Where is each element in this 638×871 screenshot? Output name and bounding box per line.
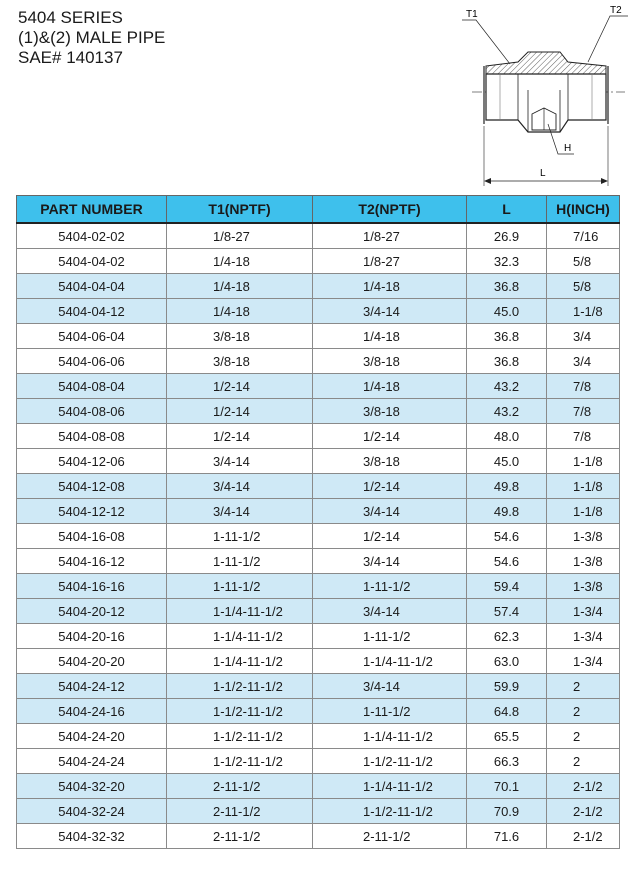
t1-cell: 1-1/4-11-1/2 [167,599,313,624]
h-cell: 1-1/8 [547,499,620,524]
t1-cell: 3/4-14 [167,499,313,524]
part-number-cell: 5404-06-04 [17,324,167,349]
part-number-cell: 5404-16-08 [17,524,167,549]
t2-cell: 1-11-1/2 [313,624,467,649]
table-row [17,674,620,699]
l-cell: 36.8 [467,274,547,299]
h-cell: 2 [547,724,620,749]
table-row [17,549,620,574]
t1-cell: 1-1/2-11-1/2 [167,724,313,749]
t1-cell: 1/2-14 [167,399,313,424]
h-cell: 2 [547,674,620,699]
part-number-cell: 5404-12-08 [17,474,167,499]
t2-cell: 1/4-18 [313,374,467,399]
h-cell: 7/8 [547,399,620,424]
h-cell: 1-3/4 [547,649,620,674]
t2-cell: 1-1/2-11-1/2 [313,799,467,824]
part-number-cell: 5404-08-06 [17,399,167,424]
t1-cell: 1/4-18 [167,249,313,274]
t1-cell: 3/4-14 [167,474,313,499]
l-cell: 45.0 [467,449,547,474]
t2-cell: 1-1/4-11-1/2 [313,724,467,749]
t1-cell: 1-1/2-11-1/2 [167,749,313,774]
l-cell: 45.0 [467,299,547,324]
h-cell: 7/16 [547,223,620,249]
l-cell: 54.6 [467,549,547,574]
l-cell: 26.9 [467,223,547,249]
l-cell: 48.0 [467,424,547,449]
h-cell: 2 [547,699,620,724]
h-cell: 3/4 [547,324,620,349]
t2-cell: 3/4-14 [313,299,467,324]
l-cell: 63.0 [467,649,547,674]
t1-cell: 1-1/2-11-1/2 [167,674,313,699]
part-number-cell: 5404-24-24 [17,749,167,774]
part-number-cell: 5404-32-20 [17,774,167,799]
table-row [17,499,620,524]
part-number-cell: 5404-02-02 [17,223,167,249]
h-cell: 3/4 [547,349,620,374]
table-row [17,349,620,374]
h-cell: 1-3/8 [547,524,620,549]
t1-cell: 2-11-1/2 [167,774,313,799]
t2-cell: 3/4-14 [313,549,467,574]
col-header-l: L [467,196,547,224]
t2-label: T2 [610,5,622,16]
table-row [17,474,620,499]
h-cell: 1-1/8 [547,449,620,474]
part-number-cell: 5404-04-12 [17,299,167,324]
t1-cell: 1/8-27 [167,223,313,249]
table-row [17,624,620,649]
l-cell: 57.4 [467,599,547,624]
t1-cell: 1-11-1/2 [167,574,313,599]
col-header-t1: T1(NPTF) [167,196,313,224]
part-number-cell: 5404-20-20 [17,649,167,674]
l-cell: 70.1 [467,774,547,799]
l-cell: 59.9 [467,674,547,699]
part-number-cell: 5404-04-04 [17,274,167,299]
part-number-cell: 5404-16-16 [17,574,167,599]
h-cell: 1-3/8 [547,549,620,574]
l-cell: 32.3 [467,249,547,274]
part-spec-table [16,195,620,849]
table-body [17,223,620,849]
table-row [17,774,620,799]
t2-cell: 1-1/4-11-1/2 [313,649,467,674]
sae-number: SAE# 140137 [18,48,123,67]
t1-cell: 1-1/4-11-1/2 [167,649,313,674]
l-cell: 43.2 [467,399,547,424]
table-row [17,274,620,299]
t2-cell: 1/2-14 [313,474,467,499]
t1-cell: 1-11-1/2 [167,549,313,574]
table-row [17,649,620,674]
h-cell: 1-1/8 [547,474,620,499]
t1-cell: 3/4-14 [167,449,313,474]
h-cell: 1-3/4 [547,624,620,649]
part-number-cell: 5404-20-12 [17,599,167,624]
t2-cell: 1/4-18 [313,324,467,349]
part-number-cell: 5404-06-06 [17,349,167,374]
t2-cell: 1-1/2-11-1/2 [313,749,467,774]
part-number-cell: 5404-08-08 [17,424,167,449]
table-row [17,399,620,424]
t2-cell: 1/8-27 [313,249,467,274]
l-label: L [540,168,546,179]
series-subtitle: (1)&(2) MALE PIPE [18,28,166,47]
t1-cell: 1/2-14 [167,424,313,449]
table-row [17,724,620,749]
t2-cell: 3/4-14 [313,674,467,699]
t2-cell: 3/8-18 [313,449,467,474]
part-number-cell: 5404-16-12 [17,549,167,574]
table-row [17,299,620,324]
h-cell: 2-1/2 [547,824,620,849]
t1-cell: 2-11-1/2 [167,799,313,824]
table-row [17,824,620,849]
table-row [17,574,620,599]
l-cell: 59.4 [467,574,547,599]
table-header-row [17,196,620,224]
fitting-drawing [460,4,630,189]
h-cell: 5/8 [547,249,620,274]
t2-cell: 3/8-18 [313,399,467,424]
series-title: 5404 SERIES [18,8,123,27]
l-cell: 36.8 [467,324,547,349]
t2-cell: 3/4-14 [313,599,467,624]
part-number-cell: 5404-20-16 [17,624,167,649]
l-cell: 71.6 [467,824,547,849]
part-number-cell: 5404-24-20 [17,724,167,749]
h-cell: 2 [547,749,620,774]
t2-cell: 1/4-18 [313,274,467,299]
t2-cell: 1-11-1/2 [313,699,467,724]
l-cell: 49.8 [467,499,547,524]
h-cell: 1-1/8 [547,299,620,324]
table-row [17,249,620,274]
h-cell: 1-3/4 [547,599,620,624]
table-row [17,449,620,474]
l-cell: 49.8 [467,474,547,499]
col-header-part-number: PART NUMBER [17,196,167,224]
l-cell: 62.3 [467,624,547,649]
t1-cell: 1/2-14 [167,374,313,399]
h-cell: 5/8 [547,274,620,299]
part-number-cell: 5404-24-12 [17,674,167,699]
h-cell: 2-1/2 [547,774,620,799]
t1-cell: 1-1/2-11-1/2 [167,699,313,724]
l-cell: 36.8 [467,349,547,374]
l-cell: 54.6 [467,524,547,549]
part-number-cell: 5404-08-04 [17,374,167,399]
t2-cell: 1-1/4-11-1/2 [313,774,467,799]
l-cell: 43.2 [467,374,547,399]
part-number-cell: 5404-12-12 [17,499,167,524]
t1-cell: 2-11-1/2 [167,824,313,849]
part-number-cell: 5404-24-16 [17,699,167,724]
table-row [17,223,620,249]
table-row [17,324,620,349]
part-number-cell: 5404-32-32 [17,824,167,849]
table-row [17,374,620,399]
table-row [17,599,620,624]
h-cell: 7/8 [547,424,620,449]
part-number-cell: 5404-32-24 [17,799,167,824]
l-cell: 65.5 [467,724,547,749]
t2-cell: 1/8-27 [313,223,467,249]
table-row [17,699,620,724]
h-cell: 7/8 [547,374,620,399]
table-row [17,424,620,449]
t1-label: T1 [466,9,478,20]
h-label: H [564,143,572,154]
t2-cell: 2-11-1/2 [313,824,467,849]
col-header-t2: T2(NPTF) [313,196,467,224]
series-title-block [18,8,165,68]
col-header-h: H(INCH) [547,196,620,224]
t1-cell: 1-1/4-11-1/2 [167,624,313,649]
part-number-cell: 5404-12-06 [17,449,167,474]
h-cell: 1-3/8 [547,574,620,599]
l-cell: 70.9 [467,799,547,824]
t2-cell: 3/4-14 [313,499,467,524]
t2-cell: 1/2-14 [313,524,467,549]
l-cell: 64.8 [467,699,547,724]
l-cell: 66.3 [467,749,547,774]
t1-cell: 1/4-18 [167,274,313,299]
t1-cell: 1-11-1/2 [167,524,313,549]
t2-cell: 1/2-14 [313,424,467,449]
t1-cell: 3/8-18 [167,349,313,374]
table-row [17,749,620,774]
table-row [17,524,620,549]
h-cell: 2-1/2 [547,799,620,824]
part-number-cell: 5404-04-02 [17,249,167,274]
t2-cell: 3/8-18 [313,349,467,374]
t1-cell: 1/4-18 [167,299,313,324]
table-row [17,799,620,824]
t1-cell: 3/8-18 [167,324,313,349]
t2-cell: 1-11-1/2 [313,574,467,599]
